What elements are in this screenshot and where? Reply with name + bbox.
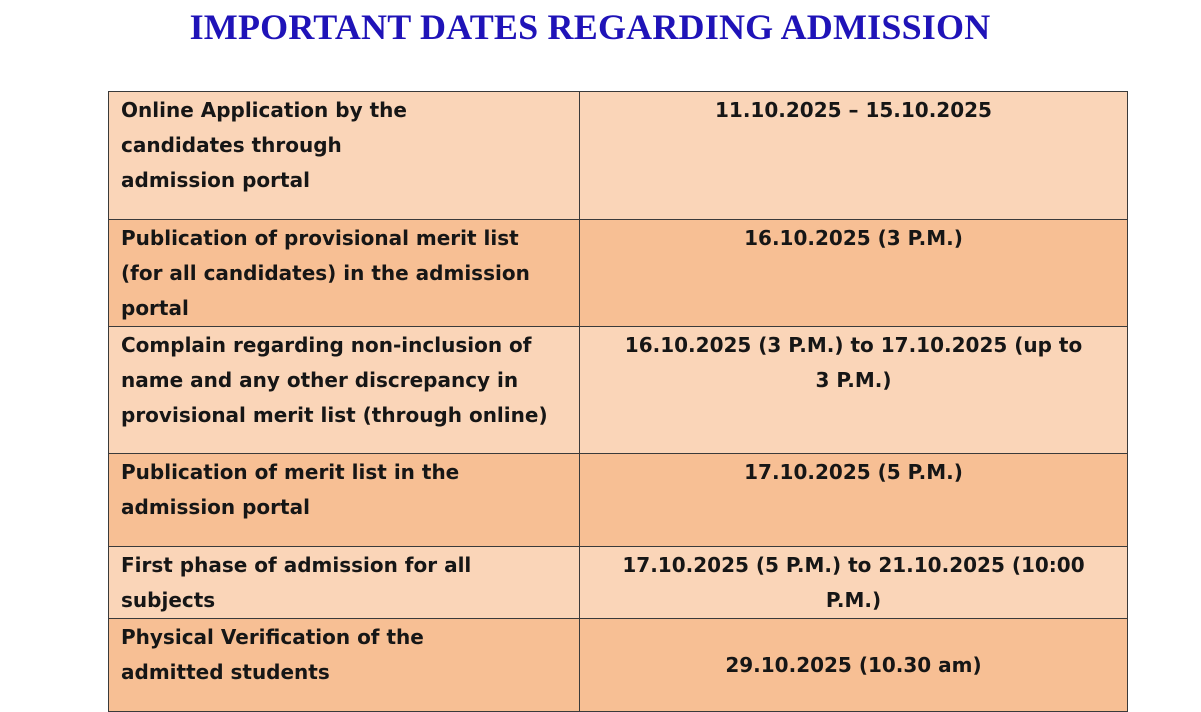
- table-row: [109, 454, 1128, 547]
- event-cell: [109, 92, 580, 220]
- event-text: Publication of merit list in the admission portal: [121, 460, 460, 519]
- event-text: Online Application by the candidates through admission portal: [121, 98, 407, 192]
- event-cell: Publication of provisional merit list (for all candidates) in the admission portal: [109, 220, 580, 327]
- date-cell: 16.10.2025 (3 P.M.) to 17.10.2025 (up to 3 P.M.): [580, 327, 1128, 454]
- table-row: [109, 220, 1128, 327]
- event-cell: [109, 454, 580, 547]
- event-cell: First phase of admission for all subjects: [109, 547, 580, 619]
- table-row: [109, 92, 1128, 220]
- date-cell: 17.10.2025 (5 P.M.) to 21.10.2025 (10:00 P.M.): [580, 547, 1128, 619]
- event-cell: Complain regarding non-inclusion of name and any other discrepancy in provisional merit list (through online): [109, 327, 580, 454]
- date-cell: 17.10.2025 (5 P.M.): [580, 454, 1128, 547]
- event-text: Physical Verification of the admitted students: [121, 625, 424, 684]
- table-row: [109, 327, 1128, 454]
- date-cell: 11.10.2025 – 15.10.2025: [580, 92, 1128, 220]
- date-cell: 16.10.2025 (3 P.M.): [580, 220, 1128, 327]
- table-row: [109, 619, 1128, 712]
- table-row: [109, 547, 1128, 619]
- important-dates-table: [108, 91, 1128, 712]
- event-cell: [109, 619, 580, 712]
- date-cell: 29.10.2025 (10.30 am): [580, 619, 1128, 712]
- page-title: IMPORTANT DATES REGARDING ADMISSION: [189, 7, 991, 47]
